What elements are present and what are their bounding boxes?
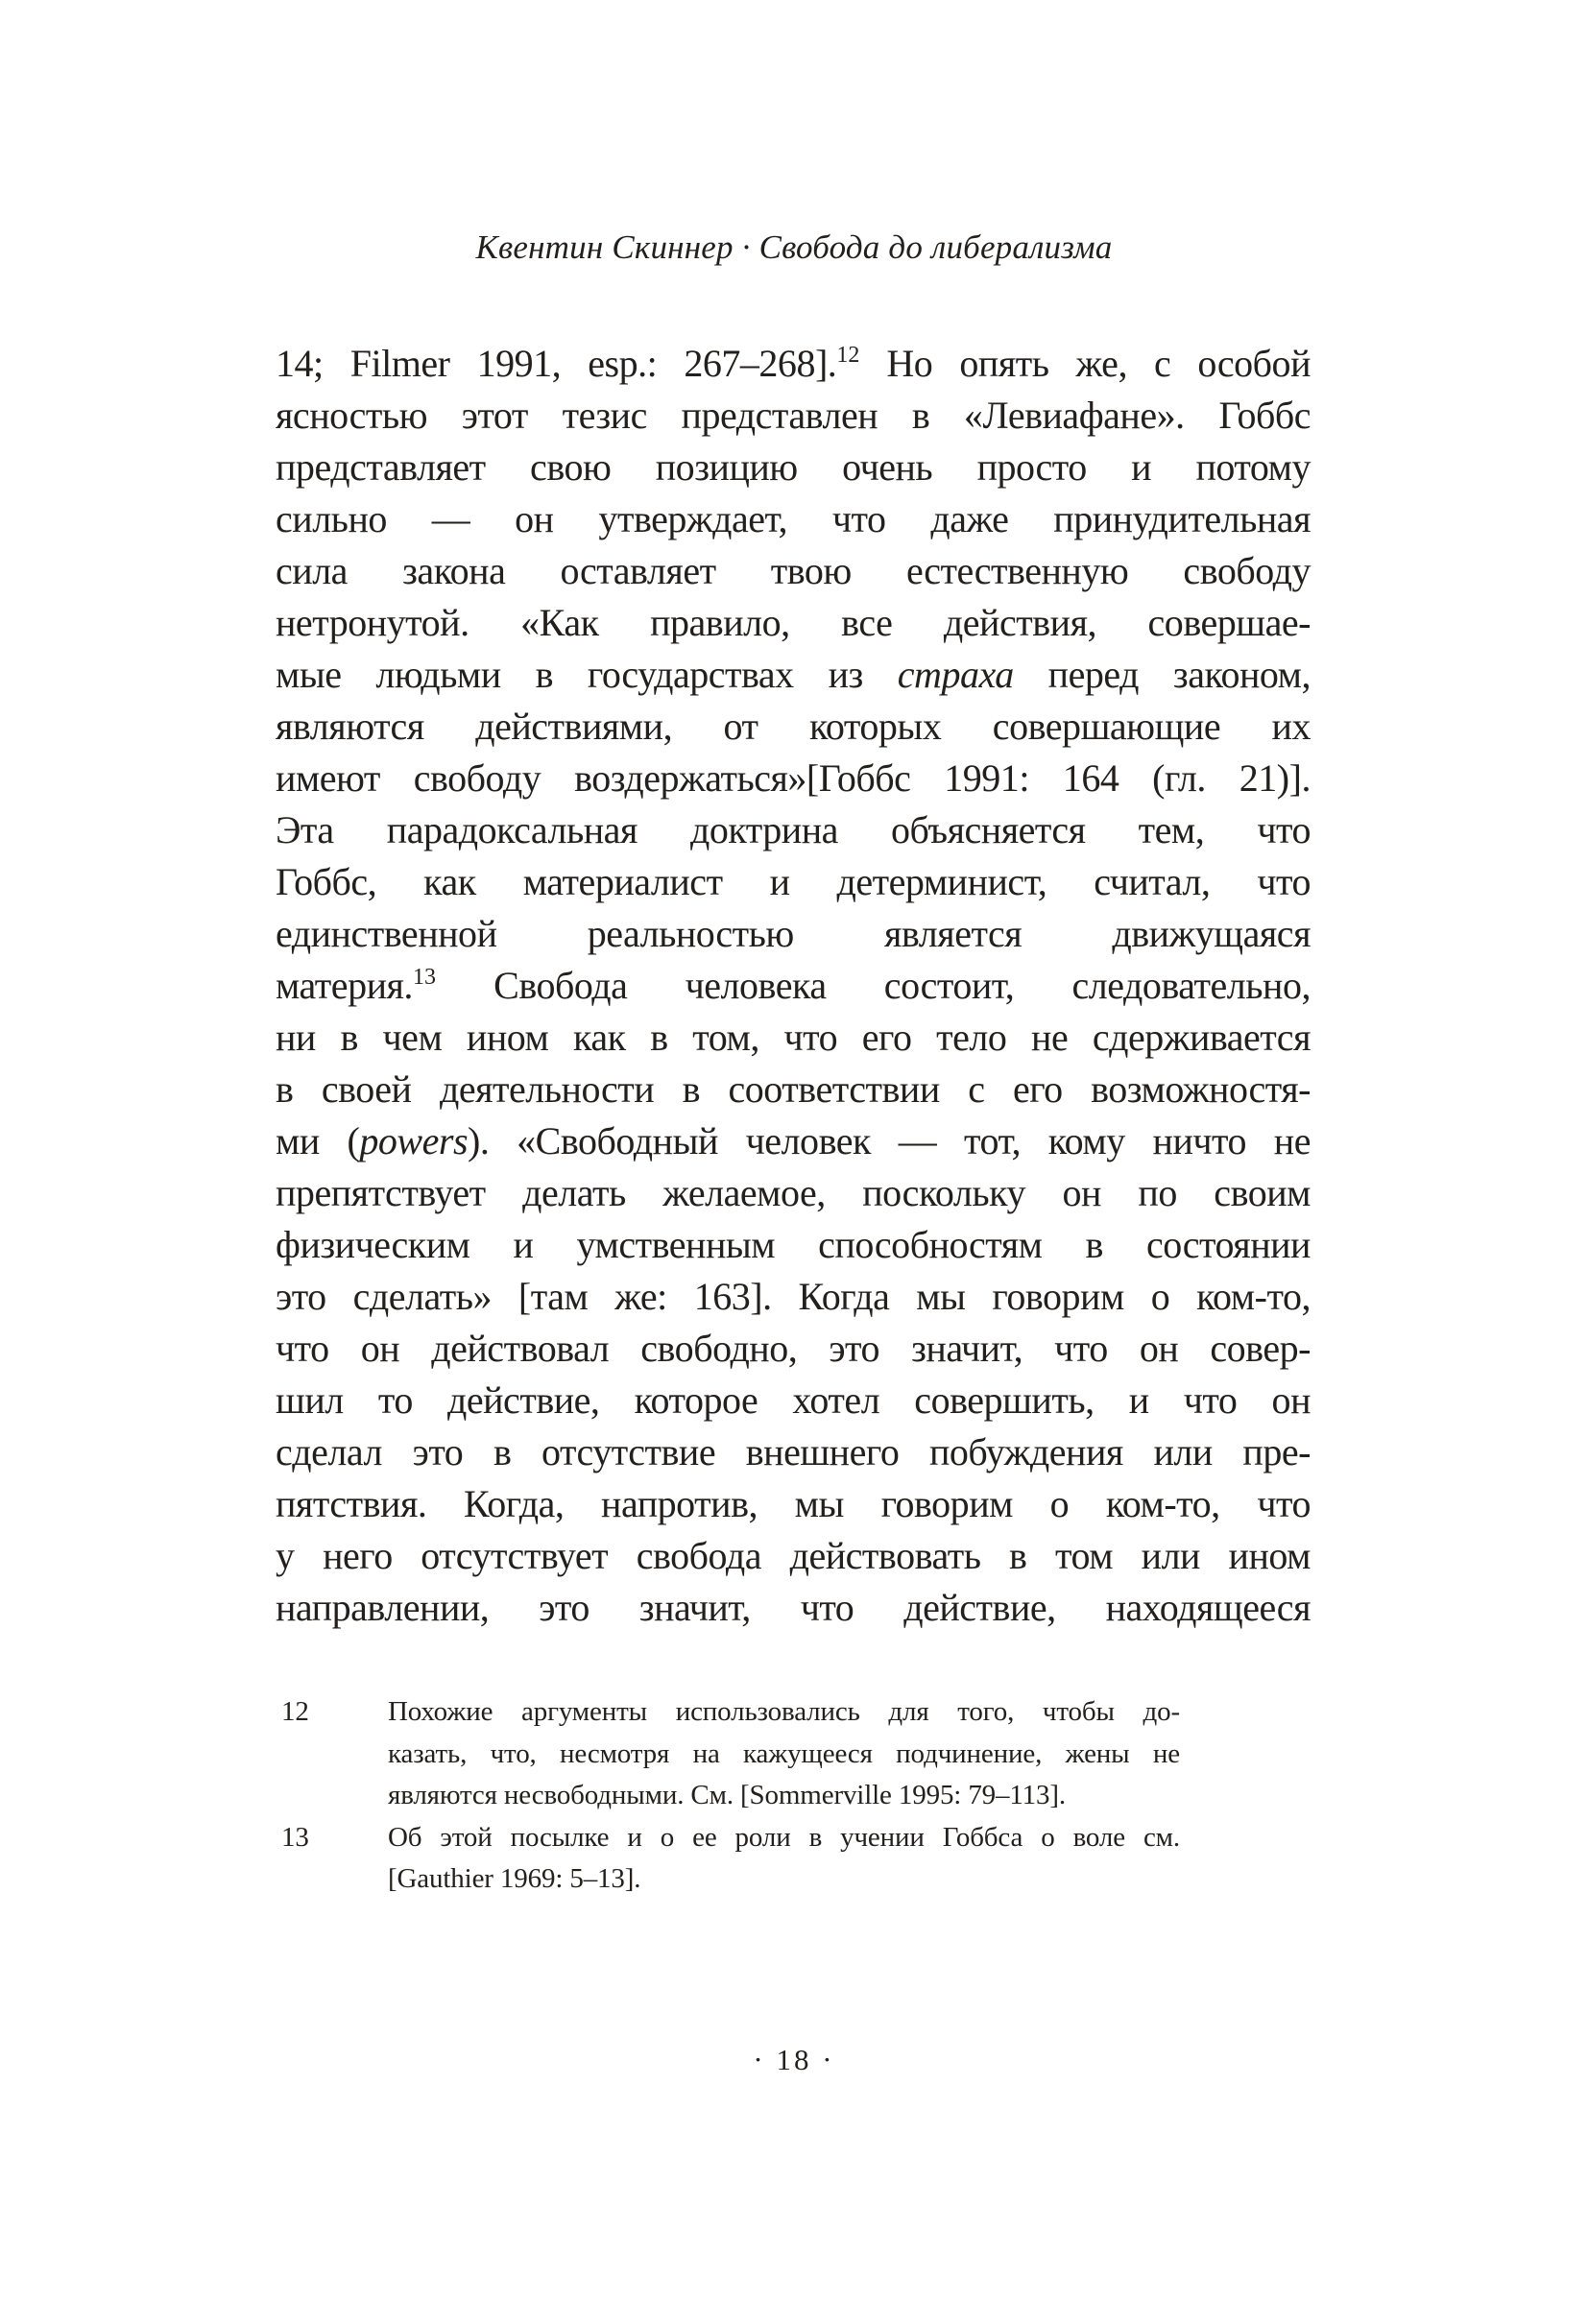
footnote-number: 13 [281,1821,309,1853]
text-segment: 14; Filmer 1991, esp.: 267–268]. [276,342,837,385]
text-segment: Гоббс, как материалист и детерминист, считал, что [276,860,1311,903]
body-line [276,1375,1311,1426]
footnote-text [388,1691,1180,1817]
body-line [276,1582,1311,1634]
body-line [276,856,1311,908]
text-segment: в своей деятельности в соответствии с его возможностя- [276,1067,1311,1111]
text-segment: что он действовал свободно, это значит, что он совер- [276,1327,1311,1370]
body-line [276,960,1311,1012]
body-line [276,649,1311,701]
body-line [276,1219,1311,1271]
body-line [276,1167,1311,1219]
body-line [276,701,1311,753]
text-segment: Свобода человека состоит, следовательно, [435,964,1311,1007]
footnote-line: являются несвободными. См. [Sommerville 1995: 79–113]. [388,1780,1066,1810]
text-segment: препятствует делать желаемое, поскольку он по своим [276,1171,1311,1214]
body-line [276,753,1311,804]
text-segment: это сделать» [там же: 163]. Когда мы говорим о ком-то, [276,1275,1311,1318]
text-segment: сильно — он утверждает, что даже принудительная [276,497,1311,540]
running-header: Квентин Скиннер · Свобода до либерализма [475,228,1113,266]
body-line [276,338,1311,390]
footnote-line: Об этой посылке и о ее роли в учении Гоббса о воле см. [388,1821,1180,1853]
body-line [276,545,1311,597]
body-line [276,1530,1311,1582]
text-segment: ясностью этот тезис представлен в «Левиафане». Гоббс [276,394,1311,437]
body-line [276,1271,1311,1323]
page-number: · 18 · [753,2043,835,2076]
text-segment: Но опять же, с особой [859,342,1311,385]
text-segment: физическим и умственным способностям в состоянии [276,1223,1311,1266]
text-segment: сделал это в отсутствие внешнего побуждения или пре- [276,1430,1311,1473]
body-line [276,1115,1311,1167]
text-segment: нетронутой. «Как правило, все действия, совершае- [276,601,1311,644]
text-segment: являются действиями, от которых совершающие их [276,705,1311,748]
footnote-reference: 12 [836,343,860,368]
text-segment: у него отсутствует свобода действовать в том или ином [276,1534,1311,1577]
text-segment: ни в чем ином как в том, что его тело не сдерживается [276,1016,1311,1059]
italic-text: powers [359,1119,469,1162]
body-line [276,390,1311,442]
footnote-line: Похожие аргументы использовались для того, чтобы до- [388,1696,1180,1727]
body-line [276,597,1311,649]
body-line [276,1426,1311,1478]
body-line [276,1323,1311,1375]
text-segment: сила закона оставляет твою естественную свободу [276,549,1311,592]
text-segment: Эта парадоксальная доктрина объясняется тем, что [276,808,1311,851]
body-line [276,1478,1311,1530]
text-segment: пятствия. Когда, напротив, мы говорим о ком-то, что [276,1482,1311,1525]
footnote [281,1817,1180,1901]
text-segment: ). «Свободный человек — тот, кому ничто не [468,1119,1311,1162]
text-segment: перед законом, [1013,653,1311,696]
text-segment: имеют свободу воздержаться»[Гоббс 1991: 164 (гл. 21)]. [276,756,1311,800]
text-segment: мые людьми в государствах из [276,653,898,696]
body-line [276,804,1311,856]
text-segment: единственной реальностью является движущаяся [276,912,1311,955]
footnote-line: [Gauthier 1969: 5–13]. [388,1863,641,1894]
body-line [276,1012,1311,1064]
footnote-number: 12 [281,1696,309,1727]
footnote-reference: 13 [412,965,436,990]
footnotes-block [281,1691,1180,1901]
body-text-block [276,338,1311,1634]
italic-text: страха [897,653,1014,696]
body-line [276,1064,1311,1115]
text-segment: материя. [276,964,413,1007]
body-line [276,442,1311,493]
text-segment: ми ( [276,1119,360,1162]
text-segment: представляет свою позицию очень просто и потому [276,445,1311,489]
footnote [281,1691,1180,1817]
footnote-line: казать, что, несмотря на кажущееся подчинение, жены не [388,1737,1180,1769]
text-segment: шил то действие, которое хотел совершить, и что он [276,1378,1311,1422]
body-line [276,493,1311,545]
body-line [276,908,1311,960]
footnote-text [388,1817,1180,1901]
text-segment: направлении, это значит, что действие, находящееся [276,1586,1311,1629]
